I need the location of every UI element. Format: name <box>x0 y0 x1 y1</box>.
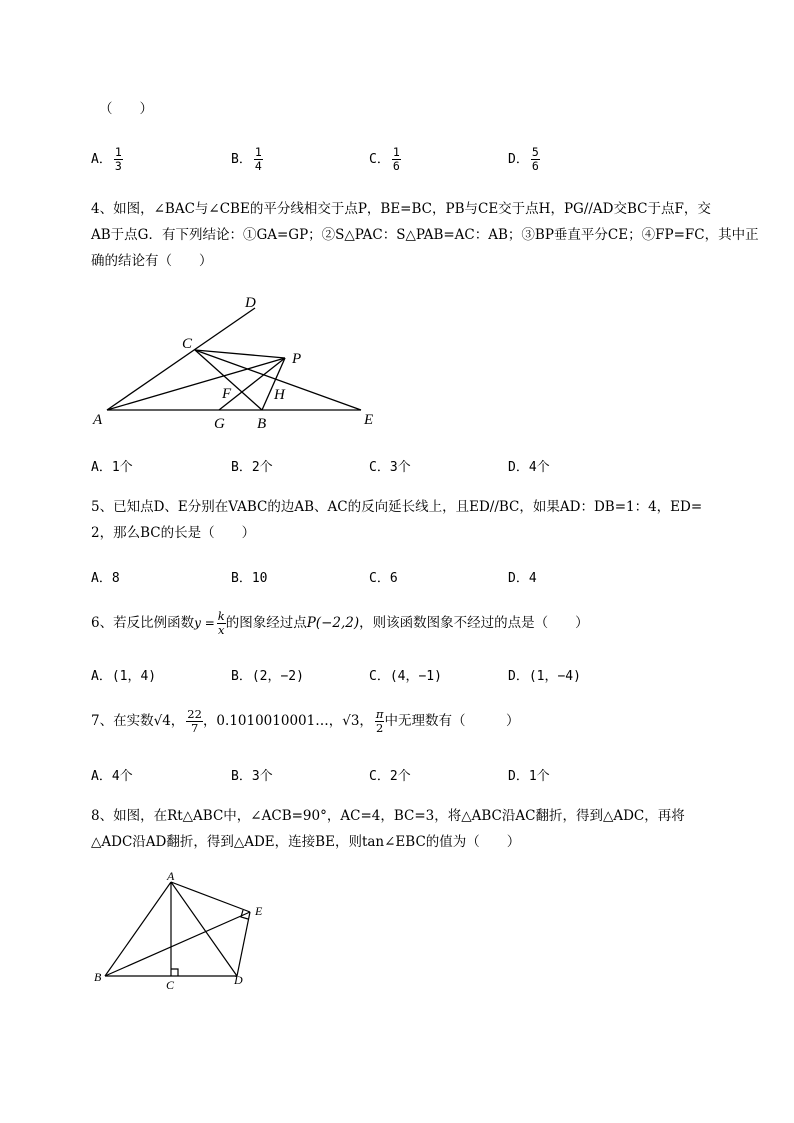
q7-option-a[interactable]: A．4个 <box>91 769 133 784</box>
line-ed <box>237 912 250 976</box>
label-d: D <box>234 973 243 987</box>
label-b: B <box>257 416 267 432</box>
q7-prefix: 7、在实数 <box>91 713 154 729</box>
q7-fraction-pi-2: $\frac{\pi}{2}$ <box>375 707 384 735</box>
right-angle-c <box>171 969 178 976</box>
q3-option-a-label: A． <box>91 152 112 167</box>
q3-option-c-fraction: $\frac{1}{6}$ <box>392 145 400 173</box>
q4-line-3: 确的结论有（ ） <box>91 253 213 269</box>
q5-line-2: 2，那么BC的长是（ ） <box>91 525 256 541</box>
label-a: A <box>167 870 175 883</box>
q5-option-b[interactable]: B．10 <box>231 571 268 586</box>
q7-fraction-22-7: $\frac{22}{7}$ <box>187 707 202 735</box>
label-h: H <box>274 387 285 403</box>
q3-option-b[interactable] <box>231 146 263 173</box>
q4-figure <box>85 288 395 438</box>
q6-prefix: 6、若反比例函数 <box>91 615 195 631</box>
q6-k-over-x: $\frac{k}{x}$ <box>217 609 225 637</box>
label-e: E <box>364 412 374 428</box>
q6-y-eq: y = <box>194 616 215 630</box>
line-cp <box>195 350 285 358</box>
q8-line-1: 8、如图，在Rt△ABC中，∠ACB=90°，AC=4，BC=3，将△ABC沿AC翻折，得到△ADC，再将 <box>91 808 685 824</box>
q3-option-a-fraction: $\frac{1}{3}$ <box>114 145 122 173</box>
q3-option-a[interactable] <box>91 146 123 173</box>
q5-option-d[interactable]: D．4 <box>508 571 537 586</box>
label-p: P <box>292 351 302 367</box>
q6-option-d[interactable]: D．(1，−4) <box>508 669 581 684</box>
q3-bracket: （ ） <box>99 101 153 117</box>
label-f: F <box>222 386 232 402</box>
q7-sqrt3: √3 <box>342 713 360 729</box>
q6-option-a[interactable]: A．(1，4) <box>91 669 157 684</box>
q7-option-c[interactable]: C．2个 <box>369 769 411 784</box>
q4-option-d[interactable]: D．4个 <box>508 460 550 475</box>
q7-option-d[interactable]: D．1个 <box>508 769 550 784</box>
label-c: C <box>166 978 175 992</box>
q5-line-1: 5、已知点D、E分别在VABC的边AB、AC的反向延长线上，且ED//BC，如果AD：DB=1：4，ED= <box>91 499 703 515</box>
q4-option-c[interactable]: C．3个 <box>369 460 411 475</box>
q7-decimal: ，0.1010010001…， <box>202 713 343 729</box>
q7-stem <box>91 708 519 735</box>
q7-sqrt4: √4 <box>153 713 171 729</box>
line-ad <box>171 882 237 976</box>
q5-option-c[interactable]: C．6 <box>369 571 398 586</box>
q3-option-b-fraction: $\frac{1}{4}$ <box>254 145 262 173</box>
q7-suffix: 中无理数有（ ） <box>384 713 520 729</box>
label-a: A <box>93 412 103 428</box>
label-b: B <box>94 970 102 984</box>
q4-line-1: 4、如图，∠BAC与∠CBE的平分线相交于点P，BE=BC，PB与CE交于点H，PG//AD交BC于点F，交 <box>91 201 711 217</box>
q8-line-2: △ADC沿AD翻折，得到△ADE，连接BE，则tan∠EBC的值为（ ） <box>91 834 521 850</box>
q7-option-b[interactable]: B．3个 <box>231 769 273 784</box>
q3-option-c[interactable] <box>369 146 401 173</box>
q7-sep-1: ， <box>170 713 185 729</box>
line-ap <box>107 358 285 410</box>
label-e: E <box>255 904 263 918</box>
q3-option-d-fraction: $\frac{5}{6}$ <box>531 145 539 173</box>
q6-option-b[interactable]: B．(2，−2) <box>231 669 304 684</box>
q5-option-a[interactable]: A．8 <box>91 571 120 586</box>
label-c: C <box>182 336 193 352</box>
q3-option-d[interactable] <box>508 146 540 173</box>
label-g: G <box>214 416 225 432</box>
q4-line-2: AB于点G．有下列结论：①GA=GP；②S△PAC：S△PAB=AC：AB；③BP垂直平分CE；④FP=FC，其中正 <box>91 227 759 243</box>
q3-option-d-label: D． <box>508 152 529 167</box>
q3-option-b-label: B． <box>231 152 252 167</box>
q8-figure <box>88 870 288 995</box>
q7-sep-2: ， <box>359 713 373 729</box>
q4-option-a[interactable]: A．1个 <box>91 460 133 475</box>
q6-option-c[interactable]: C．(4，−1) <box>369 669 442 684</box>
q4-option-b[interactable]: B．2个 <box>231 460 273 475</box>
q6-stem <box>91 610 589 637</box>
label-d: D <box>245 295 256 311</box>
q6-suffix: ，则该函数图象不经过的点是（ ） <box>359 615 589 631</box>
line-ad <box>107 308 255 410</box>
q6-point: P(−2,2) <box>306 615 360 631</box>
q3-option-c-label: C． <box>369 152 390 167</box>
q6-middle: 的图象经过点 <box>225 615 307 631</box>
line-ae <box>171 882 250 912</box>
